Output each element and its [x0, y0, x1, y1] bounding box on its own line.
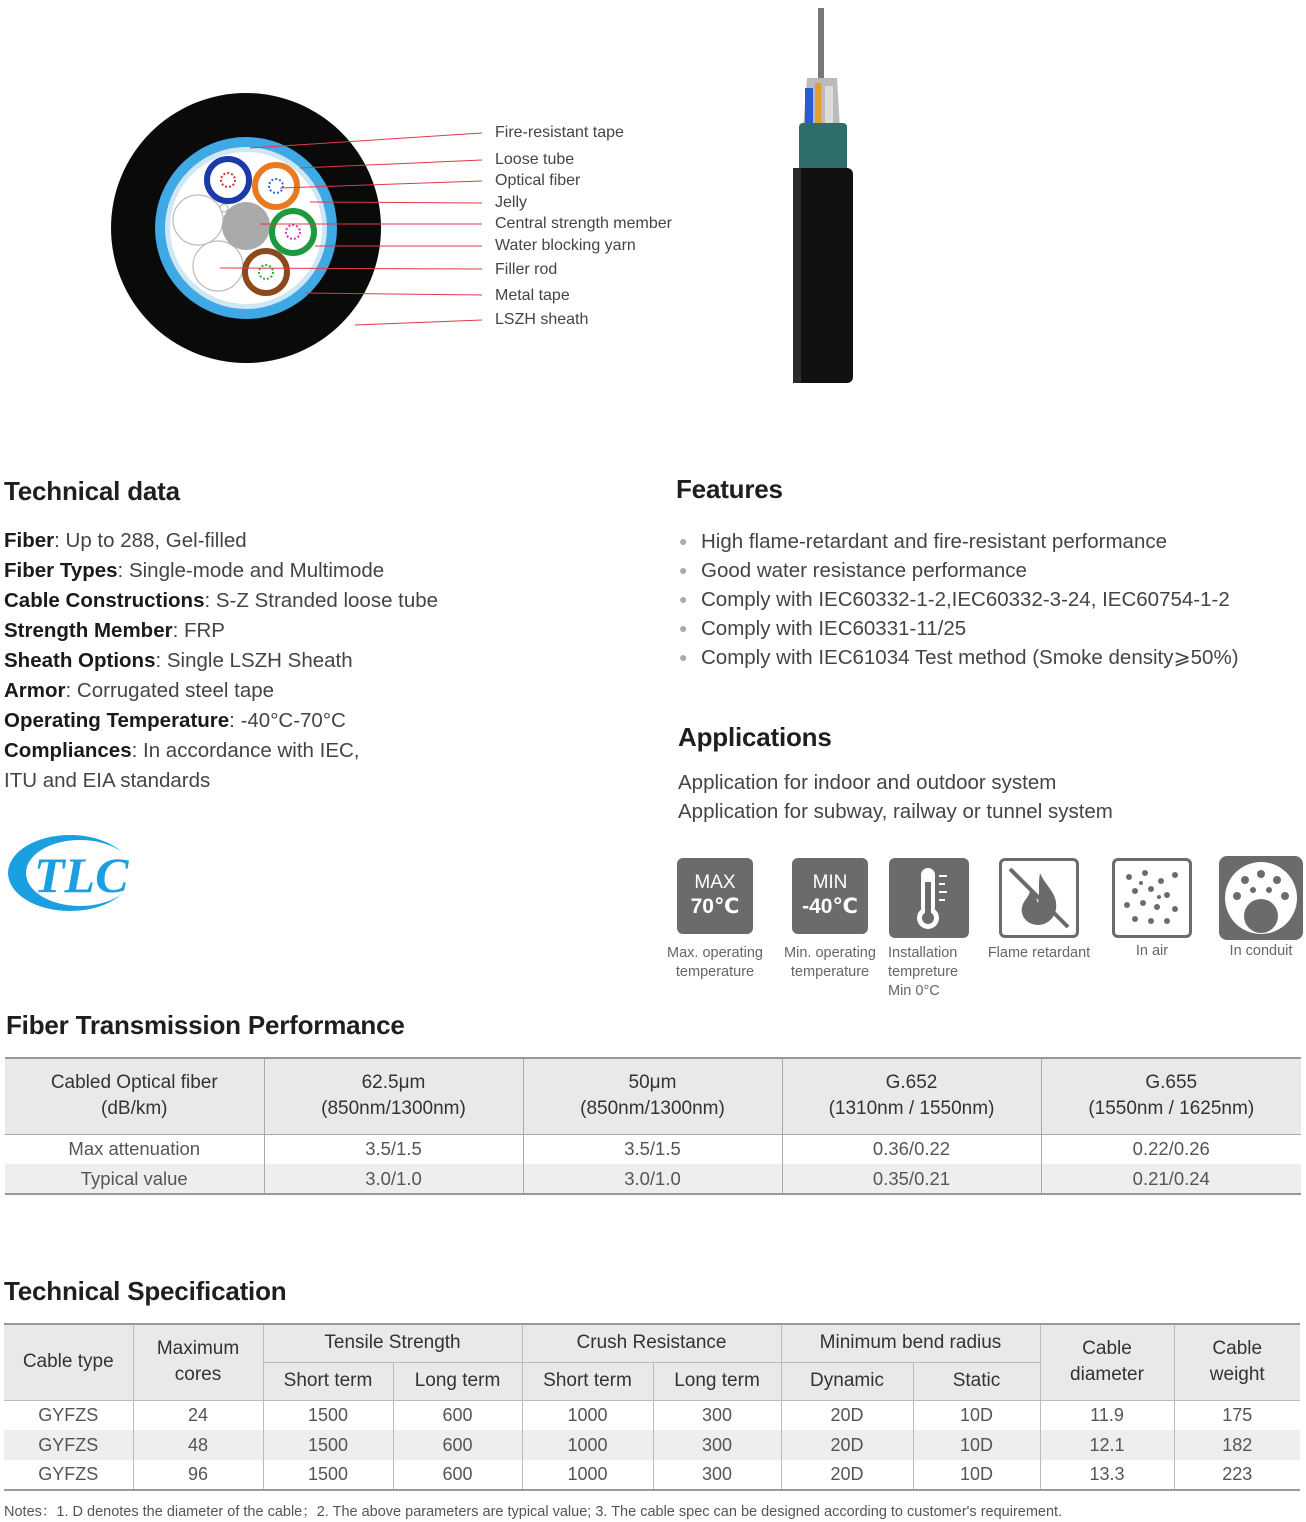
label-fire-resistant-tape: Fire-resistant tape	[495, 124, 624, 141]
table-cell: 600	[393, 1430, 522, 1460]
logo-text: TLC	[34, 847, 129, 903]
table-cell: 0.21/0.24	[1041, 1164, 1301, 1194]
min-temp-card	[776, 858, 884, 982]
table-row	[5, 1134, 1301, 1164]
td-row: Cable Constructions: S-Z Stranded loose tube	[4, 589, 439, 612]
fiber-transmission-title: Fiber Transmission Performance	[6, 1010, 405, 1040]
table-cell: 1500	[263, 1400, 393, 1430]
in-conduit-card	[1216, 856, 1306, 961]
in-air-icon	[1112, 858, 1192, 938]
flame-retardant-caption: Flame retardant	[987, 945, 1091, 961]
table-header-row	[5, 1058, 1301, 1134]
label-optical-fiber: Optical fiber	[495, 172, 581, 189]
table-cell: 10D	[913, 1430, 1040, 1460]
header-max-cores: Maximum cores	[133, 1324, 263, 1400]
table-cell: 1000	[522, 1460, 653, 1490]
table-cell: 1000	[522, 1430, 653, 1460]
table-cell: Max attenuation	[5, 1134, 264, 1164]
features-title: Features	[676, 474, 783, 504]
table-cell: 223	[1222, 1464, 1253, 1484]
header-cabled-optical-fiber: Cabled Optical fiber (dB/km)	[5, 1058, 264, 1134]
table-cell: 182	[1174, 1430, 1300, 1460]
table-cell: 1500	[263, 1460, 393, 1490]
thermometer-caption: Installation tempreture Min 0°C	[888, 945, 959, 999]
feature-item: ● Comply with IEC61034 Test method (Smoke density⩾50%)	[679, 646, 1239, 669]
cable-photo	[785, 8, 860, 383]
table-cell: 24	[133, 1400, 263, 1430]
technical-data-list	[4, 526, 464, 796]
table-cell: 3.5/1.5	[264, 1134, 523, 1164]
in-air-card	[1110, 858, 1194, 961]
subheader-cell: Short term	[522, 1362, 653, 1400]
notes: Notes：1. D denotes the diameter of the cable；2. The above parameters are typical value; 3. The cable spec can be designed according to customer's requirement.	[4, 1504, 1063, 1520]
subheader-cell: Long term	[393, 1362, 522, 1400]
in-conduit-caption: In conduit	[1229, 943, 1293, 959]
table-cell: 12.1	[1040, 1430, 1174, 1460]
in-air-caption: In air	[1135, 943, 1169, 959]
subheader-cell: Dynamic	[781, 1362, 913, 1400]
header-cable-diameter: Cable diameter	[1040, 1324, 1174, 1400]
thermometer-icon	[889, 858, 969, 938]
flame-retardant-icon	[999, 858, 1079, 938]
td-row: Operating Temperature: -40°C-70°C	[4, 709, 346, 732]
header-50um: 50μm (850nm/1300nm)	[523, 1058, 782, 1134]
header-cable-weight: Cable weight	[1174, 1324, 1300, 1400]
max-temp-icon: MAX 70℃	[677, 858, 753, 934]
technical-spec-table	[4, 1323, 1300, 1491]
min-temp-caption: Min. operating temperature	[784, 945, 876, 980]
header-min-bend-radius: Minimum bend radius	[781, 1324, 1040, 1362]
table-cell: 300	[653, 1430, 781, 1460]
max-temp-card	[660, 858, 770, 982]
td-row: Compliances: In accordance with IEC,	[4, 739, 360, 762]
table-cell: 96	[133, 1460, 263, 1490]
table-cell: 3.5/1.5	[523, 1134, 782, 1164]
label-filler-rod: Filler rod	[495, 261, 558, 278]
label-metal-tape: Metal tape	[495, 287, 570, 304]
header-g652: G.652 (1310nm / 1550nm)	[782, 1058, 1041, 1134]
applications-list	[678, 768, 1113, 826]
table-header-row	[4, 1324, 1300, 1362]
table-cell: 3.0/1.0	[523, 1164, 782, 1194]
cable-cross-section-diagram	[100, 90, 700, 370]
flame-retardant-card	[984, 858, 1094, 963]
subheader-cell: Static	[913, 1362, 1040, 1400]
table-cell: 1000	[522, 1400, 653, 1430]
feature-item: ● High flame-retardant and fire-resistant performance	[679, 530, 1168, 553]
table-cell: Typical value	[5, 1164, 264, 1194]
table-cell: 300	[653, 1400, 781, 1430]
table-cell: 3.0/1.0	[264, 1164, 523, 1194]
label-loose-tube: Loose tube	[495, 151, 575, 168]
header-crush-resistance: Crush Resistance	[522, 1324, 781, 1362]
header-g655: G.655 (1550nm / 1625nm)	[1041, 1058, 1301, 1134]
table-cell: 10D	[913, 1400, 1040, 1430]
min-temp-icon: MIN -40℃	[792, 858, 868, 934]
td-row-continuation: ITU and EIA standards	[4, 769, 211, 792]
table-cell: 10D	[913, 1460, 1040, 1490]
header-62-5um: 62.5μm (850nm/1300nm)	[264, 1058, 523, 1134]
in-conduit-icon	[1219, 856, 1303, 940]
table-cell: 1500	[263, 1430, 393, 1460]
thermometer-card	[884, 858, 974, 1001]
feature-item: ● Good water resistance performance	[679, 559, 1027, 582]
table-row	[4, 1400, 1300, 1430]
table-cell: 13.3	[1040, 1460, 1174, 1490]
table-cell: 11.9	[1040, 1400, 1174, 1430]
header-tensile-strength: Tensile Strength	[263, 1324, 522, 1362]
label-central-strength-member: Central strength member	[495, 215, 672, 232]
table-cell: 0.36/0.22	[782, 1134, 1041, 1164]
table-cell: GYFZS	[4, 1460, 133, 1490]
table-cell: 175	[1222, 1404, 1253, 1425]
table-cell: GYFZS	[4, 1400, 133, 1430]
table-cell: 20D	[781, 1430, 913, 1460]
table-cell: 0.22/0.26	[1132, 1138, 1210, 1160]
table-cell: 300	[653, 1460, 781, 1490]
features-list	[677, 527, 1239, 672]
application-item: Application for subway, railway or tunnel system	[678, 800, 1113, 823]
td-row: Armor: Corrugated steel tape	[4, 679, 275, 702]
header-cable-type: Cable type	[4, 1324, 133, 1400]
tlc-logo	[6, 830, 136, 918]
table-cell: 600	[393, 1460, 522, 1490]
applications-title: Applications	[678, 722, 832, 752]
table-cell: GYFZS	[4, 1430, 133, 1460]
table-cell: 20D	[781, 1460, 913, 1490]
table-cell: 48	[133, 1430, 263, 1460]
label-lszh-sheath: LSZH sheath	[495, 311, 589, 328]
table-row	[4, 1460, 1300, 1490]
label-jelly: Jelly	[495, 194, 528, 211]
td-row: Strength Member: FRP	[4, 619, 225, 642]
fiber-transmission-table	[5, 1057, 1301, 1195]
table-cell: 600	[393, 1400, 522, 1430]
subheader-cell: Long term	[653, 1362, 781, 1400]
table-cell: 20D	[781, 1400, 913, 1430]
td-row: Fiber Types: Single-mode and Multimode	[4, 559, 385, 582]
td-row: Fiber: Up to 288, Gel-filled	[4, 529, 247, 552]
table-cell: 0.35/0.21	[782, 1164, 1041, 1194]
application-item: Application for indoor and outdoor system	[678, 771, 1057, 794]
technical-spec-title: Technical Specification	[4, 1276, 287, 1306]
subheader-cell: Short term	[263, 1362, 393, 1400]
td-row: Sheath Options: Single LSZH Sheath	[4, 649, 353, 672]
feature-item: ● Comply with IEC60331-11/25	[679, 617, 967, 640]
technical-data-title: Technical data	[4, 476, 180, 506]
table-row	[5, 1164, 1301, 1194]
label-water-blocking-yarn: Water blocking yarn	[495, 237, 636, 254]
max-temp-caption: Max. operating temperature	[667, 945, 763, 980]
feature-item: ● Comply with IEC60332-1-2,IEC60332-3-24, IEC60754-1-2	[679, 588, 1230, 611]
table-row	[4, 1430, 1300, 1460]
